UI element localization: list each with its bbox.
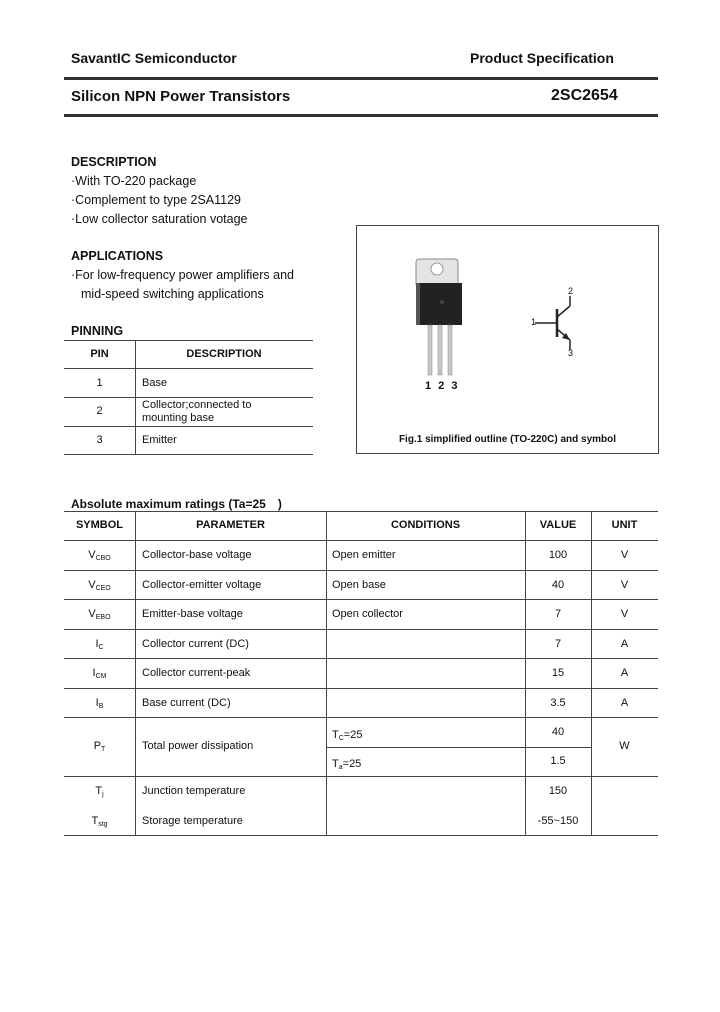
pin-description: mounting base	[142, 412, 215, 424]
description-title: DESCRIPTION	[71, 155, 157, 169]
value-cell: 40	[551, 579, 565, 591]
parameter-cell: Junction temperature	[142, 785, 246, 797]
figure-box	[356, 225, 659, 454]
header-rule-bottom	[64, 114, 658, 117]
unit-cell: A	[620, 638, 629, 650]
conditions-header: CONDITIONS	[390, 519, 461, 531]
applications-title: APPLICATIONS	[71, 249, 164, 263]
symbol-pin-label: 1	[531, 317, 537, 327]
pinning-title: PINNING	[71, 324, 124, 338]
pin-number: 3	[96, 434, 103, 446]
conditions-cell: Open base	[332, 579, 386, 591]
value-cell: 40	[551, 726, 565, 738]
parameter-cell: Emitter-base voltage	[142, 608, 243, 620]
symbol-cell: $V_{CBO}$	[88, 549, 111, 562]
unit-cell	[591, 815, 658, 831]
product-line: Silicon NPN Power Transistors	[71, 88, 291, 105]
value-cell: 1.5	[550, 755, 566, 767]
to220-package-illustration	[357, 226, 658, 453]
figure-caption: Fig.1 simplified outline (TO-220C) and symbol	[398, 434, 617, 445]
description-item: ·Low collector saturation votage	[71, 212, 248, 226]
parameter-cell: Collector current-peak	[142, 667, 251, 679]
symbol-cell: $I_B$	[95, 697, 104, 710]
pin-header: PIN	[90, 348, 109, 360]
pin-description: Emitter	[142, 434, 177, 446]
ratings-title: Absolute maximum ratings (Ta=25 )	[71, 497, 282, 511]
value-cell: 7	[554, 608, 562, 620]
symbol-cell: $T_j$	[95, 785, 104, 798]
symbol-cell: $T_{stg}$	[91, 815, 108, 828]
symbol-pin-label: 3	[568, 348, 574, 358]
value-cell: 150	[548, 785, 568, 797]
parameter-cell: Total power dissipation	[142, 740, 254, 752]
conditions-cell: Open emitter	[332, 549, 396, 561]
value-cell: 7	[554, 638, 562, 650]
unit-cell: W	[619, 740, 630, 752]
pin-description-header: DESCRIPTION	[186, 348, 262, 360]
applications-item: ·For low-frequency power amplifiers and	[71, 268, 295, 282]
symbol-cell: $V_{EBO}$	[88, 608, 111, 621]
symbol-cell: $V_{CEO}$	[88, 579, 111, 592]
company-name: SavantIC Semiconductor	[71, 50, 237, 66]
value-cell: 15	[551, 667, 565, 679]
parameter-cell: Collector-base voltage	[142, 549, 252, 561]
conditions-cell: Open collector	[332, 608, 403, 620]
symbol-header: SYMBOL	[75, 519, 124, 531]
conditions-cell: $T_a=25$	[332, 758, 373, 771]
parameter-cell: Storage temperature	[142, 815, 243, 827]
document-type: Product Specification	[470, 50, 614, 66]
value-cell: -55~150	[537, 815, 579, 827]
value-cell: 3.5	[550, 697, 566, 709]
pin-number: 1	[96, 377, 103, 389]
unit-header: UNIT	[611, 519, 638, 531]
pin-description: Collector;connected to	[142, 399, 252, 411]
part-number: 2SC2654	[551, 87, 618, 104]
pin-number: 2	[96, 405, 103, 417]
unit-cell: V	[620, 549, 629, 561]
description-item: ·With TO-220 package	[71, 174, 197, 188]
unit-cell: A	[620, 667, 629, 679]
parameter-cell: Collector current (DC)	[142, 638, 249, 650]
package-pin-labels: 1 2 3	[425, 380, 460, 392]
symbol-pin-label: 2	[568, 286, 574, 296]
value-header: VALUE	[539, 519, 577, 531]
applications-item: mid-speed switching applications	[81, 287, 264, 301]
unit-cell	[591, 785, 658, 801]
parameter-header: PARAMETER	[196, 519, 265, 531]
symbol-cell: $I_{CM}$	[92, 667, 107, 680]
pin-description: Base	[142, 377, 168, 389]
symbol-cell: $P_T$	[93, 740, 106, 753]
value-cell: 100	[548, 549, 568, 561]
unit-cell: A	[620, 697, 629, 709]
conditions-cell: $T_C=25$	[332, 729, 374, 742]
unit-cell: V	[620, 579, 629, 591]
symbol-cell: $I_C$	[95, 638, 104, 651]
unit-cell: V	[620, 608, 629, 620]
parameter-cell: Collector-emitter voltage	[142, 579, 262, 591]
parameter-cell: Base current (DC)	[142, 697, 231, 709]
header-rule-top	[64, 77, 658, 80]
description-item: ·Complement to type 2SA1129	[71, 193, 242, 207]
